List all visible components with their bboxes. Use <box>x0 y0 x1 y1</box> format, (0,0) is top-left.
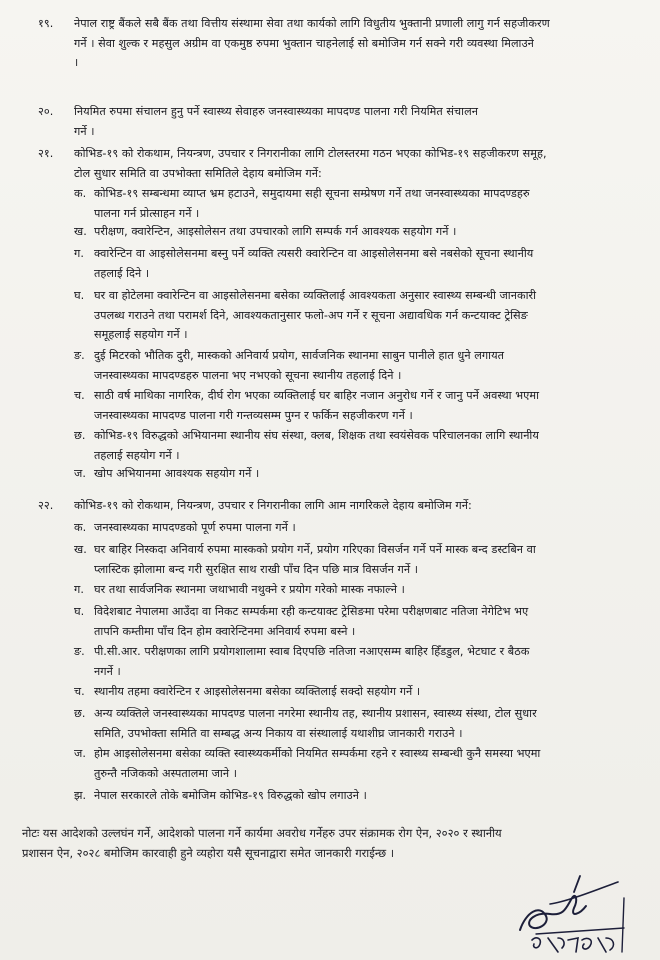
sub-item-text: अन्य व्यक्तिले जनस्वास्थ्यका मापदण्ड पालना नगरेमा स्थानीय तह, स्थानीय प्रशासन, स्वास्थ्य संस्था, टोल सुधार <box>94 707 537 720</box>
point-text-line: गर्ने । <box>74 124 95 138</box>
sub-item-text: उपलब्ध गराउने तथा परामर्श दिने, आवश्यकतानुसार फलो-अप गर्ने र सूचना अद्यावधिक गर्न कन्टयाक्ट ट्रेसिङ <box>94 308 528 322</box>
sub-item-label: घ. <box>74 605 85 618</box>
sub-item-label: ङ. <box>74 645 85 658</box>
sub-item-text: घर बाहिर निस्कदा अनिवार्य रुपमा मास्कको प्रयोग गर्ने, प्रयोग गरिएका विसर्जन गर्ने पर्ने मास्क बन्द डस्टबिन वा <box>94 543 536 556</box>
legal-note <box>22 823 642 863</box>
point-text-line: कोभिड-१९ को रोकथाम, नियन्त्रण, उपचार र निगरानीका लागि आम नागरिकले देहाय बमोजिम गर्ने: <box>74 499 472 512</box>
sub-item-label: ख. <box>74 543 87 556</box>
sub-item-label: छ. <box>74 707 86 720</box>
sub-item-label: ज. <box>74 467 86 480</box>
sub-item-text: प्लास्टिक झोलामा बन्द गरी सुरक्षित साथ राखी पाँच दिन पछि मात्र विसर्जन गर्ने । <box>94 562 418 576</box>
sub-item-text: समिति, उपभोक्ता समिति वा सम्बद्ध अन्य निकाय वा संस्थालाई यथाशीघ्र जानकारी गराउने । <box>94 726 463 740</box>
sub-item-label: घ. <box>74 289 85 302</box>
sub-item-21-kha <box>74 222 644 242</box>
sub-item-text: विदेशबाट नेपालमा आउँदा वा निकट सम्पर्कमा रही कन्टयाक्ट ट्रेसिङमा परेमा परीक्षणबाट नतिजा नेगेटिभ भए <box>94 605 529 618</box>
point-19 <box>38 14 638 73</box>
point-21 <box>38 144 638 183</box>
sub-item-text: खोप अभियानमा आवश्यक सहयोग गर्ने । <box>94 467 260 480</box>
point-20 <box>38 102 638 141</box>
sub-item-22-kha <box>74 540 644 579</box>
sub-item-21-cha <box>74 386 644 425</box>
note-line: नोटः यस आदेशको उल्लघंन गर्ने, आदेशको पालना गर्ने कार्यमा अवरोध गर्नेहरु उपर संक्रामक रोग ऐन, २०२० र स्थानीय <box>22 826 502 840</box>
sub-item-label: ग. <box>74 583 84 596</box>
sub-item-label: क. <box>74 521 87 534</box>
point-text-line: नियमित रुपमा संचालन हुनु पर्ने स्वास्थ्य सेवाहरु जनस्वास्थ्यका मापदण्ड पालना गरी नियमित संचालन <box>74 105 478 118</box>
sub-item-text: तहलाई सहयोग गर्ने । <box>94 448 180 462</box>
sub-item-label: ग. <box>74 247 84 260</box>
sub-item-label: ज. <box>74 747 86 760</box>
point-22 <box>38 496 638 516</box>
sub-item-text: नगर्ने । <box>94 664 121 678</box>
sub-item-text: साठी वर्ष माथिका नागरिक, दीर्घ रोग भएका व्यक्तिलाई घर बाहिर नजान अनुरोध गर्ने र जानु पर्ने अवस्था भएमा <box>94 389 540 402</box>
sub-item-text: कोभिड-१९ विरुद्धको अभियानमा स्थानीय संघ संस्था, क्लब, शिक्षक तथा स्वयंसेवक परिचालनका लागि स्थानीय <box>94 429 539 442</box>
sub-item-text: स्थानीय तहमा क्वारेन्टिन र आइसोलेसनमा बसेका व्यक्तिलाई सक्दो सहयोग गर्ने । <box>94 685 421 698</box>
sub-item-21-ka <box>74 184 644 223</box>
point-number: २१. <box>38 147 54 160</box>
point-number: २२. <box>38 499 54 512</box>
sub-item-21-ga <box>74 244 644 283</box>
sub-item-text: पालना गर्न प्रोत्साहन गर्ने । <box>94 206 200 220</box>
sub-item-text: घर वा होटेलमा क्वारेन्टिन वा आइसोलेसनमा बसेका व्यक्तिलाई आवश्यकता अनुसार स्वास्थ्य सम्बन्धी जानकारी <box>94 289 537 302</box>
sub-item-label: च. <box>74 685 85 698</box>
sub-item-text: तहलाई दिने । <box>94 266 150 280</box>
sub-item-22-nga <box>74 642 644 681</box>
sub-item-21-nga <box>74 346 644 385</box>
signature-icon <box>506 868 636 954</box>
point-number: २०. <box>38 105 54 118</box>
sub-item-21-ja <box>74 464 644 484</box>
point-text-line: गर्ने । सेवा शुल्क र महसुल अग्रीम वा एकमुष्ठ रुपमा भुक्तान चाहनेलाई सो बमोजिम गर्न सक्ने गरी व्यवस्था मिलाउने <box>74 36 534 50</box>
sub-item-text: नेपाल सरकारले तोके बमोजिम कोभिड-१९ विरुद्धको खोप लगाउने । <box>94 789 367 802</box>
sub-item-21-chha <box>74 426 644 465</box>
sub-item-text: घर तथा सार्वजनिक स्थानमा जथाभावी नथुक्ने र प्रयोग गरेको मास्क नफाल्ने । <box>94 583 405 596</box>
sub-item-label: छ. <box>74 429 86 442</box>
sub-item-label: ङ. <box>74 349 85 362</box>
sub-item-text: पी.सी.आर. परीक्षणका लागि प्रयोगशालामा स्वाब दिएपछि नतिजा नआएसम्म बाहिर हिँडडुल, भेटघाट र बैठक <box>94 645 530 658</box>
point-text-line: टोल सुधार समिति वा उपभोक्ता समितिले देहाय बमोजिम गर्ने: <box>74 166 322 180</box>
sub-item-22-gha <box>74 602 644 641</box>
sub-item-22-cha <box>74 682 644 702</box>
sub-item-label: क. <box>74 187 87 200</box>
note-line: प्रशासन ऐन, २०२८ बमोजिम कारवाही हुने व्यहोरा यसै सूचनाद्वारा समेत जानकारी गराईन्छ । <box>22 846 395 860</box>
point-text-line: कोभिड-१९ को रोकथाम, नियन्त्रण, उपचार र निगरानीका लागि टोलस्तरमा गठन भएका कोभिड-१९ सहजीकरण समूह, <box>74 147 547 160</box>
sub-item-text: जनस्वास्थ्यका मापदण्ड पालना गरी गन्तव्यसम्म पुग्न र फर्किन सहजीकरण गर्ने । <box>94 408 413 422</box>
sub-item-text: तुरुन्तै नजिकको अस्पतालमा जाने । <box>94 766 238 780</box>
sub-item-22-chha <box>74 704 644 743</box>
point-text-line: । <box>74 56 79 69</box>
sub-item-text: जनस्वास्थ्यका मापदण्डहरु पालना भए नभएको सूचना स्थानीय तहलाई दिने । <box>94 368 402 382</box>
sub-item-text: जनस्वास्थ्यका मापदण्डको पूर्ण रुपमा पालना गर्ने । <box>94 521 296 534</box>
sub-item-text: दुई मिटरको भौतिक दुरी, मास्कको अनिवार्य प्रयोग, सार्वजनिक स्थानमा साबुन पानीले हात धुने लगायत <box>94 349 505 362</box>
sub-item-22-ka <box>74 518 644 538</box>
sub-item-text: समूहलाई सहयोग गर्ने । <box>94 328 188 341</box>
sub-item-label: झ. <box>74 789 87 802</box>
point-number: १९. <box>38 17 54 30</box>
sub-item-text: होम आइसोलेसनमा बसेका व्यक्ति स्वास्थ्यकर्मीको नियमित सम्पर्कमा रहने र स्वास्थ्य सम्बन्धी कुनै समस्या भएमा <box>94 747 541 760</box>
sub-item-text: तापनि कम्तीमा पाँच दिन होम क्वारेन्टिनमा अनिवार्य रुपमा बस्ने । <box>94 624 356 638</box>
sub-item-22-ja <box>74 744 644 783</box>
sub-item-label: ख. <box>74 225 87 238</box>
sub-item-21-gha <box>74 286 644 345</box>
point-text-line: नेपाल राष्ट्र बैंकले सबै बैंक तथा वित्तीय संस्थामा सेवा तथा कार्यको लागि विधुतीय भुक्तानी प्रणाली लागु गर्न सहजीकरण <box>74 17 550 30</box>
sub-item-22-jha <box>74 786 644 806</box>
sub-item-22-ga <box>74 580 644 600</box>
sub-item-text: परीक्षण, क्वारेन्टिन, आइसोलेसन तथा उपचारको लागि सम्पर्क गर्न आवश्यक सहयोग गर्ने । <box>94 225 457 238</box>
sub-item-text: क्वारेन्टिन वा आइसोलेसनमा बस्नु पर्ने व्यक्ति त्यसरी क्वारेन्टिन वा आइसोलेसनमा बसे नबसेको सूचना स्थानीय <box>94 247 534 260</box>
sub-item-label: च. <box>74 389 85 402</box>
sub-item-text: कोभिड-१९ सम्बन्धमा व्याप्त भ्रम हटाउने, समुदायमा सही सूचना सम्प्रेषण गर्ने तथा जनस्वास्थ्यका मापदण्डहरु <box>94 187 530 200</box>
